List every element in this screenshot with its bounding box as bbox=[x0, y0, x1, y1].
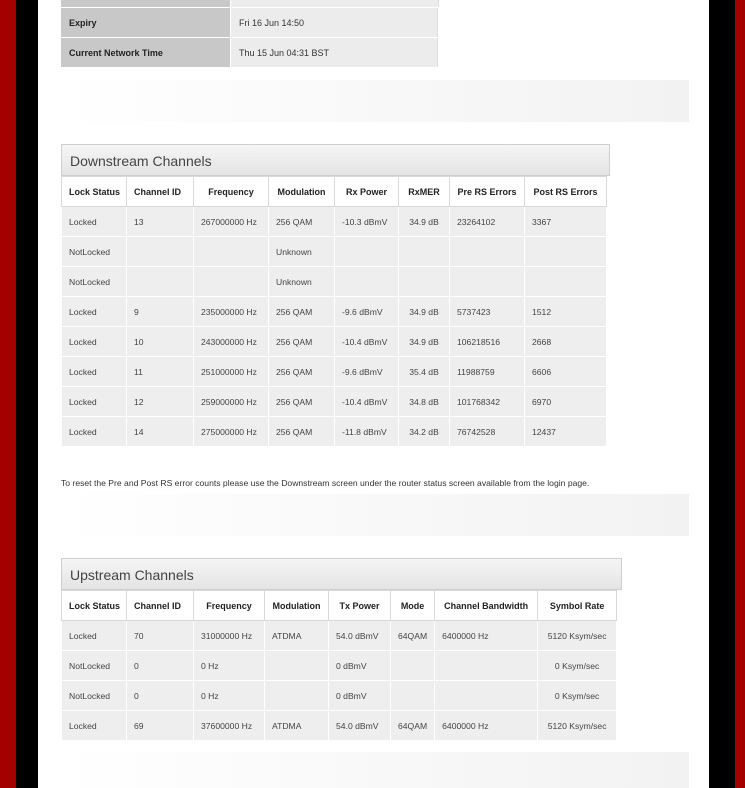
column-header: Channel ID bbox=[127, 177, 194, 207]
channel-id-cell: 70 bbox=[127, 621, 194, 651]
channel-bandwidth-cell bbox=[435, 681, 538, 711]
upstream-title: Upstream Channels bbox=[61, 558, 622, 590]
lock-status-cell: Locked bbox=[62, 297, 127, 327]
tx-power-cell: 0 dBmV bbox=[329, 681, 391, 711]
pre-rs-errors-cell: 5737423 bbox=[450, 297, 525, 327]
spacer-band bbox=[61, 494, 689, 536]
lock-status-cell: Locked bbox=[62, 327, 127, 357]
info-row-network-time bbox=[61, 38, 438, 68]
downstream-title: Downstream Channels bbox=[61, 144, 610, 176]
post-rs-errors-cell: 12437 bbox=[525, 417, 607, 447]
pre-rs-errors-cell: 106218516 bbox=[450, 327, 525, 357]
pre-rs-errors-cell: 11988759 bbox=[450, 357, 525, 387]
table-row bbox=[62, 357, 607, 387]
table-row bbox=[62, 267, 607, 297]
table-header-row bbox=[62, 591, 617, 621]
symbol-rate-cell: 0 Ksym/sec bbox=[538, 681, 617, 711]
left-black-border bbox=[16, 0, 38, 788]
modulation-cell: 256 QAM bbox=[269, 327, 335, 357]
lock-status-cell: Locked bbox=[62, 711, 127, 741]
rxmer-cell bbox=[399, 267, 450, 297]
info-row-expiry bbox=[61, 8, 438, 38]
modulation-cell: Unknown bbox=[269, 237, 335, 267]
info-value: Thu 15 Jun 04:31 BST bbox=[231, 38, 438, 68]
lock-status-cell: Locked bbox=[62, 357, 127, 387]
modulation-cell bbox=[265, 681, 329, 711]
lock-status-cell: NotLocked bbox=[62, 237, 127, 267]
rx-power-cell: -9.6 dBmV bbox=[335, 297, 399, 327]
channel-id-cell bbox=[127, 237, 194, 267]
column-header: RxMER bbox=[399, 177, 450, 207]
table-row bbox=[62, 417, 607, 447]
right-red-border bbox=[735, 0, 745, 788]
spacer-band bbox=[61, 80, 689, 122]
symbol-rate-cell: 0 Ksym/sec bbox=[538, 651, 617, 681]
channel-id-cell: 10 bbox=[127, 327, 194, 357]
table-row bbox=[62, 207, 607, 237]
channel-bandwidth-cell bbox=[435, 651, 538, 681]
info-label: Current Network Time bbox=[61, 38, 231, 68]
tx-power-cell: 0 dBmV bbox=[329, 651, 391, 681]
rxmer-cell: 34.8 dB bbox=[399, 387, 450, 417]
modulation-cell: 256 QAM bbox=[269, 417, 335, 447]
rx-power-cell: -10.4 dBmV bbox=[335, 327, 399, 357]
frequency-cell: 0 Hz bbox=[194, 651, 265, 681]
column-header: Channel ID bbox=[127, 591, 194, 621]
column-header: Post RS Errors bbox=[525, 177, 607, 207]
table-row bbox=[62, 711, 617, 741]
tx-power-cell: 54.0 dBmV bbox=[329, 711, 391, 741]
rx-power-cell: -10.3 dBmV bbox=[335, 207, 399, 237]
column-header: Pre RS Errors bbox=[450, 177, 525, 207]
upstream-channels-panel bbox=[61, 558, 622, 741]
channel-bandwidth-cell: 6400000 Hz bbox=[435, 711, 538, 741]
column-header: Lock Status bbox=[62, 591, 127, 621]
channel-id-cell: 9 bbox=[127, 297, 194, 327]
symbol-rate-cell: 5120 Ksym/sec bbox=[538, 621, 617, 651]
lock-status-cell: Locked bbox=[62, 387, 127, 417]
symbol-rate-cell: 5120 Ksym/sec bbox=[538, 711, 617, 741]
column-header: Modulation bbox=[265, 591, 329, 621]
frequency-cell: 37600000 Hz bbox=[194, 711, 265, 741]
frequency-cell bbox=[194, 267, 269, 297]
rx-power-cell: -9.6 dBmV bbox=[335, 357, 399, 387]
rx-power-cell bbox=[335, 267, 399, 297]
table-row bbox=[62, 621, 617, 651]
post-rs-errors-cell: 1512 bbox=[525, 297, 607, 327]
modulation-cell: Unknown bbox=[269, 267, 335, 297]
post-rs-errors-cell: 6970 bbox=[525, 387, 607, 417]
frequency-cell: 0 Hz bbox=[194, 681, 265, 711]
channel-id-cell: 0 bbox=[127, 651, 194, 681]
modulation-cell: 256 QAM bbox=[269, 387, 335, 417]
modulation-cell: 256 QAM bbox=[269, 207, 335, 237]
column-header: Frequency bbox=[194, 591, 265, 621]
channel-id-cell: 14 bbox=[127, 417, 194, 447]
rx-power-cell: -11.8 dBmV bbox=[335, 417, 399, 447]
rx-power-cell: -10.4 dBmV bbox=[335, 387, 399, 417]
modulation-cell: ATDMA bbox=[265, 621, 329, 651]
modulation-cell: ATDMA bbox=[265, 711, 329, 741]
mode-cell: 64QAM bbox=[391, 621, 435, 651]
mode-cell: 64QAM bbox=[391, 711, 435, 741]
frequency-cell: 235000000 Hz bbox=[194, 297, 269, 327]
column-header: Mode bbox=[391, 591, 435, 621]
mode-cell bbox=[391, 681, 435, 711]
frequency-cell: 31000000 Hz bbox=[194, 621, 265, 651]
channel-id-cell: 0 bbox=[127, 681, 194, 711]
status-page bbox=[38, 0, 709, 788]
channel-id-cell: 69 bbox=[127, 711, 194, 741]
column-header: Tx Power bbox=[329, 591, 391, 621]
column-header: Rx Power bbox=[335, 177, 399, 207]
left-red-border bbox=[0, 0, 16, 788]
downstream-channels-panel bbox=[61, 144, 610, 447]
rxmer-cell: 34.9 dB bbox=[399, 297, 450, 327]
rxmer-cell: 34.2 dB bbox=[399, 417, 450, 447]
frequency-cell: 259000000 Hz bbox=[194, 387, 269, 417]
info-label: Expiry bbox=[61, 8, 231, 38]
pre-rs-errors-cell: 101768342 bbox=[450, 387, 525, 417]
table-row bbox=[62, 681, 617, 711]
channel-bandwidth-cell: 6400000 Hz bbox=[435, 621, 538, 651]
pre-rs-errors-cell: 23264102 bbox=[450, 207, 525, 237]
post-rs-errors-cell bbox=[525, 237, 607, 267]
lock-status-cell: Locked bbox=[62, 621, 127, 651]
column-header: Symbol Rate bbox=[538, 591, 617, 621]
network-info-table bbox=[61, 8, 438, 68]
table-row bbox=[62, 237, 607, 267]
tx-power-cell: 54.0 dBmV bbox=[329, 621, 391, 651]
frequency-cell: 243000000 Hz bbox=[194, 327, 269, 357]
pre-rs-errors-cell bbox=[450, 267, 525, 297]
info-table-top-row bbox=[61, 0, 438, 7]
post-rs-errors-cell: 6606 bbox=[525, 357, 607, 387]
channel-id-cell: 13 bbox=[127, 207, 194, 237]
lock-status-cell: NotLocked bbox=[62, 267, 127, 297]
rxmer-cell bbox=[399, 237, 450, 267]
upstream-table bbox=[61, 590, 617, 741]
reset-error-count-note: To reset the Pre and Post RS error counts please use the Downstream screen under the router status screen available from the login page. bbox=[61, 478, 590, 488]
channel-id-cell: 11 bbox=[127, 357, 194, 387]
channel-id-cell bbox=[127, 267, 194, 297]
table-row bbox=[62, 327, 607, 357]
pre-rs-errors-cell: 76742528 bbox=[450, 417, 525, 447]
frequency-cell: 251000000 Hz bbox=[194, 357, 269, 387]
post-rs-errors-cell: 2668 bbox=[525, 327, 607, 357]
modulation-cell: 256 QAM bbox=[269, 357, 335, 387]
mode-cell bbox=[391, 651, 435, 681]
frequency-cell: 275000000 Hz bbox=[194, 417, 269, 447]
column-header: Channel Bandwidth bbox=[435, 591, 538, 621]
frequency-cell: 267000000 Hz bbox=[194, 207, 269, 237]
rx-power-cell bbox=[335, 237, 399, 267]
frequency-cell bbox=[194, 237, 269, 267]
info-value: Fri 16 Jun 14:50 bbox=[231, 8, 438, 38]
post-rs-errors-cell: 3367 bbox=[525, 207, 607, 237]
lock-status-cell: Locked bbox=[62, 417, 127, 447]
modulation-cell bbox=[265, 651, 329, 681]
pre-rs-errors-cell bbox=[450, 237, 525, 267]
lock-status-cell: NotLocked bbox=[62, 651, 127, 681]
column-header: Frequency bbox=[194, 177, 269, 207]
downstream-table bbox=[61, 176, 607, 447]
table-row bbox=[62, 387, 607, 417]
spacer-band bbox=[61, 752, 689, 788]
rxmer-cell: 34.9 dB bbox=[399, 207, 450, 237]
table-header-row bbox=[62, 177, 607, 207]
column-header: Modulation bbox=[269, 177, 335, 207]
table-row bbox=[62, 297, 607, 327]
lock-status-cell: Locked bbox=[62, 207, 127, 237]
post-rs-errors-cell bbox=[525, 267, 607, 297]
lock-status-cell: NotLocked bbox=[62, 681, 127, 711]
modulation-cell: 256 QAM bbox=[269, 297, 335, 327]
rxmer-cell: 34.9 dB bbox=[399, 327, 450, 357]
column-header: Lock Status bbox=[62, 177, 127, 207]
table-row bbox=[62, 651, 617, 681]
right-black-border bbox=[709, 0, 735, 788]
channel-id-cell: 12 bbox=[127, 387, 194, 417]
rxmer-cell: 35.4 dB bbox=[399, 357, 450, 387]
